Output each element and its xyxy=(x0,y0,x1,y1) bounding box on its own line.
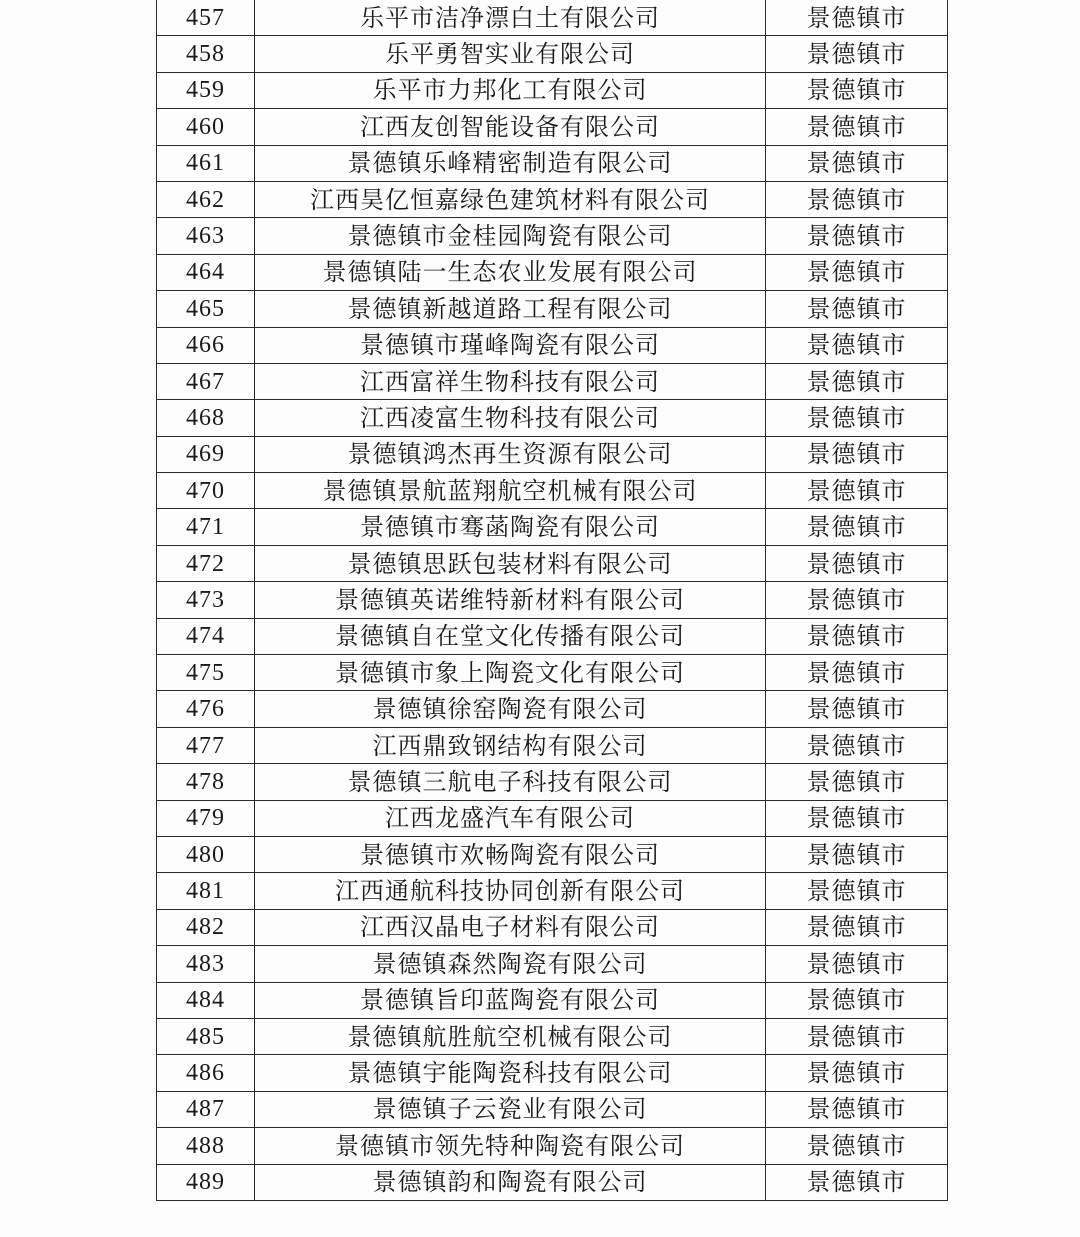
table-row xyxy=(157,764,948,800)
table-row xyxy=(157,1128,948,1164)
row-number: 489 xyxy=(157,1164,255,1200)
company-name: 江西富祥生物科技有限公司 xyxy=(255,363,766,399)
city-name: 景德镇市 xyxy=(766,0,948,36)
city-name: 景德镇市 xyxy=(766,181,948,217)
table-row xyxy=(157,181,948,217)
city-name: 景德镇市 xyxy=(766,618,948,654)
table-row xyxy=(157,545,948,581)
row-number: 463 xyxy=(157,218,255,254)
row-number: 483 xyxy=(157,946,255,982)
table-row xyxy=(157,618,948,654)
city-name: 景德镇市 xyxy=(766,982,948,1018)
table-row xyxy=(157,1164,948,1200)
row-number: 475 xyxy=(157,655,255,691)
row-number: 467 xyxy=(157,363,255,399)
company-name: 景德镇子云瓷业有限公司 xyxy=(255,1091,766,1127)
table-row xyxy=(157,291,948,327)
row-number: 480 xyxy=(157,836,255,872)
city-name: 景德镇市 xyxy=(766,1018,948,1054)
city-name: 景德镇市 xyxy=(766,836,948,872)
table-row xyxy=(157,72,948,108)
company-name: 景德镇森然陶瓷有限公司 xyxy=(255,946,766,982)
row-number: 477 xyxy=(157,727,255,763)
company-name: 江西友创智能设备有限公司 xyxy=(255,109,766,145)
row-number: 478 xyxy=(157,764,255,800)
company-name: 乐平勇智实业有限公司 xyxy=(255,36,766,72)
city-name: 景德镇市 xyxy=(766,72,948,108)
city-name: 景德镇市 xyxy=(766,545,948,581)
city-name: 景德镇市 xyxy=(766,727,948,763)
row-number: 460 xyxy=(157,109,255,145)
table-row xyxy=(157,254,948,290)
table-row xyxy=(157,909,948,945)
table-row xyxy=(157,36,948,72)
company-name: 景德镇市领先特种陶瓷有限公司 xyxy=(255,1128,766,1164)
city-name: 景德镇市 xyxy=(766,1164,948,1200)
company-name: 景德镇市金桂园陶瓷有限公司 xyxy=(255,218,766,254)
company-name: 江西通航科技协同创新有限公司 xyxy=(255,873,766,909)
row-number: 457 xyxy=(157,0,255,36)
city-name: 景德镇市 xyxy=(766,145,948,181)
company-name: 景德镇三航电子科技有限公司 xyxy=(255,764,766,800)
city-name: 景德镇市 xyxy=(766,436,948,472)
company-name: 江西汉晶电子材料有限公司 xyxy=(255,909,766,945)
row-number: 485 xyxy=(157,1018,255,1054)
city-name: 景德镇市 xyxy=(766,291,948,327)
table-row xyxy=(157,473,948,509)
city-name: 景德镇市 xyxy=(766,363,948,399)
city-name: 景德镇市 xyxy=(766,400,948,436)
company-name: 江西龙盛汽车有限公司 xyxy=(255,800,766,836)
company-name: 乐平市力邦化工有限公司 xyxy=(255,72,766,108)
company-name: 江西凌富生物科技有限公司 xyxy=(255,400,766,436)
company-name: 景德镇陆一生态农业发展有限公司 xyxy=(255,254,766,290)
row-number: 473 xyxy=(157,582,255,618)
company-name: 景德镇市骞菡陶瓷有限公司 xyxy=(255,509,766,545)
row-number: 465 xyxy=(157,291,255,327)
company-name: 景德镇思跃包装材料有限公司 xyxy=(255,545,766,581)
row-number: 468 xyxy=(157,400,255,436)
company-name: 景德镇宇能陶瓷科技有限公司 xyxy=(255,1055,766,1091)
city-name: 景德镇市 xyxy=(766,764,948,800)
city-name: 景德镇市 xyxy=(766,1055,948,1091)
company-name: 景德镇英诺维特新材料有限公司 xyxy=(255,582,766,618)
city-name: 景德镇市 xyxy=(766,327,948,363)
city-name: 景德镇市 xyxy=(766,218,948,254)
company-name: 景德镇乐峰精密制造有限公司 xyxy=(255,145,766,181)
row-number: 476 xyxy=(157,691,255,727)
table-row xyxy=(157,691,948,727)
table-row xyxy=(157,145,948,181)
company-list-table xyxy=(156,0,948,1201)
row-number: 487 xyxy=(157,1091,255,1127)
table-row xyxy=(157,436,948,472)
table-row xyxy=(157,727,948,763)
company-name: 江西昊亿恒嘉绿色建筑材料有限公司 xyxy=(255,181,766,217)
company-name: 景德镇航胜航空机械有限公司 xyxy=(255,1018,766,1054)
row-number: 479 xyxy=(157,800,255,836)
company-name: 景德镇韵和陶瓷有限公司 xyxy=(255,1164,766,1200)
row-number: 488 xyxy=(157,1128,255,1164)
city-name: 景德镇市 xyxy=(766,800,948,836)
city-name: 景德镇市 xyxy=(766,509,948,545)
row-number: 486 xyxy=(157,1055,255,1091)
city-name: 景德镇市 xyxy=(766,582,948,618)
company-name: 景德镇自在堂文化传播有限公司 xyxy=(255,618,766,654)
company-name: 景德镇景航蓝翔航空机械有限公司 xyxy=(255,473,766,509)
company-name: 景德镇新越道路工程有限公司 xyxy=(255,291,766,327)
city-name: 景德镇市 xyxy=(766,254,948,290)
table-row xyxy=(157,363,948,399)
company-name: 景德镇市欢畅陶瓷有限公司 xyxy=(255,836,766,872)
city-name: 景德镇市 xyxy=(766,909,948,945)
table-row xyxy=(157,327,948,363)
row-number: 472 xyxy=(157,545,255,581)
city-name: 景德镇市 xyxy=(766,1091,948,1127)
table-row xyxy=(157,836,948,872)
city-name: 景德镇市 xyxy=(766,36,948,72)
row-number: 470 xyxy=(157,473,255,509)
table-row xyxy=(157,982,948,1018)
city-name: 景德镇市 xyxy=(766,1128,948,1164)
row-number: 466 xyxy=(157,327,255,363)
table-row xyxy=(157,1055,948,1091)
city-name: 景德镇市 xyxy=(766,109,948,145)
company-name: 景德镇市瑾峰陶瓷有限公司 xyxy=(255,327,766,363)
row-number: 474 xyxy=(157,618,255,654)
table-row xyxy=(157,946,948,982)
company-name: 景德镇徐窑陶瓷有限公司 xyxy=(255,691,766,727)
table-row xyxy=(157,218,948,254)
row-number: 464 xyxy=(157,254,255,290)
company-name: 江西鼎致钢结构有限公司 xyxy=(255,727,766,763)
table-row xyxy=(157,109,948,145)
company-name: 乐平市洁净漂白土有限公司 xyxy=(255,0,766,36)
table-row xyxy=(157,800,948,836)
city-name: 景德镇市 xyxy=(766,946,948,982)
table-row xyxy=(157,1018,948,1054)
row-number: 459 xyxy=(157,72,255,108)
row-number: 482 xyxy=(157,909,255,945)
row-number: 469 xyxy=(157,436,255,472)
row-number: 458 xyxy=(157,36,255,72)
row-number: 484 xyxy=(157,982,255,1018)
table-row xyxy=(157,582,948,618)
row-number: 481 xyxy=(157,873,255,909)
company-name: 景德镇旨印蓝陶瓷有限公司 xyxy=(255,982,766,1018)
table-row xyxy=(157,873,948,909)
table-row xyxy=(157,509,948,545)
table-row xyxy=(157,400,948,436)
city-name: 景德镇市 xyxy=(766,873,948,909)
city-name: 景德镇市 xyxy=(766,691,948,727)
row-number: 462 xyxy=(157,181,255,217)
table-body xyxy=(157,0,948,1200)
city-name: 景德镇市 xyxy=(766,655,948,691)
row-number: 471 xyxy=(157,509,255,545)
company-name: 景德镇市象上陶瓷文化有限公司 xyxy=(255,655,766,691)
table-row xyxy=(157,1091,948,1127)
city-name: 景德镇市 xyxy=(766,473,948,509)
row-number: 461 xyxy=(157,145,255,181)
table-row xyxy=(157,655,948,691)
company-name: 景德镇鸿杰再生资源有限公司 xyxy=(255,436,766,472)
table-row xyxy=(157,0,948,36)
